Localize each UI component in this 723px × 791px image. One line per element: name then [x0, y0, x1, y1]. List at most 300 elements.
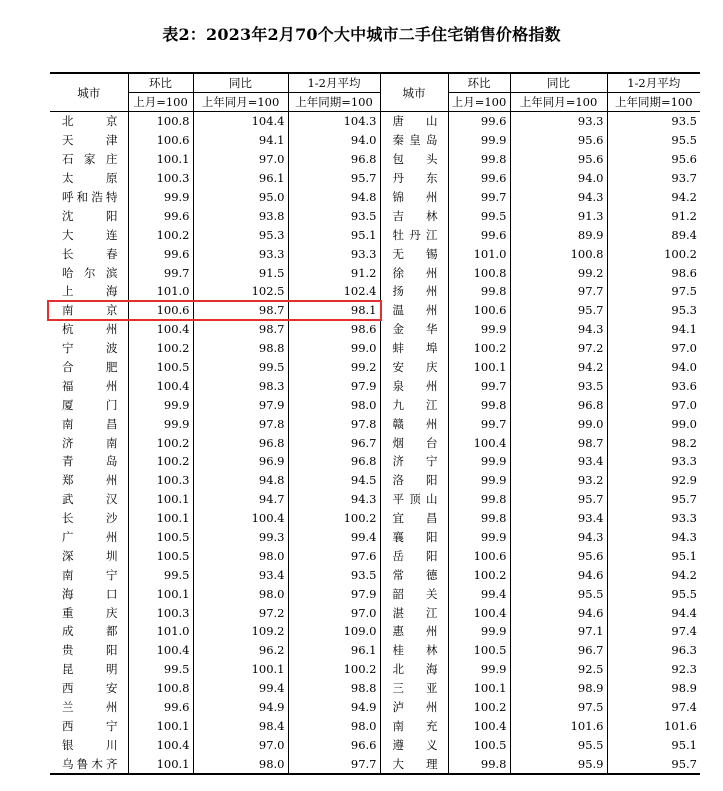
mom-value: 100.8 — [128, 679, 193, 698]
yoy-value: 98.7 — [193, 301, 288, 320]
mom-value: 100.4 — [448, 433, 510, 452]
yoy-value: 95.7 — [510, 490, 607, 509]
avg-value: 97.9 — [288, 376, 380, 395]
mom-value: 99.9 — [128, 395, 193, 414]
avg-value: 96.8 — [288, 150, 380, 169]
avg-value: 94.4 — [671, 605, 697, 620]
mom-value: 100.2 — [128, 339, 193, 358]
table-row — [50, 131, 700, 150]
city-name: 济宁 — [380, 452, 448, 471]
city-name: 秦皇岛 — [380, 131, 448, 150]
yoy-value: 99.2 — [510, 263, 607, 282]
avg-value: 94.8 — [288, 188, 380, 207]
mom-value: 99.9 — [448, 660, 510, 679]
mom-value: 100.2 — [128, 225, 193, 244]
city-name: 昆明 — [50, 660, 128, 679]
city-name: 岳阳 — [380, 546, 448, 565]
yoy-value: 95.0 — [193, 188, 288, 207]
avg-value: 97.6 — [288, 546, 380, 565]
table-row — [50, 395, 700, 414]
city-name: 桂林 — [380, 641, 448, 660]
header-mom-base-left: 上月=100 — [128, 93, 193, 112]
table-row — [50, 546, 700, 565]
table-row — [50, 754, 700, 774]
mom-value: 100.1 — [128, 717, 193, 736]
avg-value: 92.3 — [671, 662, 697, 677]
avg-value: 96.1 — [288, 641, 380, 660]
city-name: 赣州 — [380, 414, 448, 433]
table-row — [50, 188, 700, 207]
avg-value: 109.0 — [288, 622, 380, 641]
avg-value: 95.3 — [671, 303, 697, 318]
mom-value: 100.8 — [128, 112, 193, 131]
mom-value: 100.1 — [128, 509, 193, 528]
city-name: 温州 — [380, 301, 448, 320]
city-name: 石家庄 — [50, 150, 128, 169]
mom-value: 101.0 — [128, 622, 193, 641]
city-name: 济南 — [50, 433, 128, 452]
header-yoy-right: 同比 — [510, 73, 607, 93]
table-row — [50, 263, 700, 282]
avg-value: 97.4 — [671, 624, 697, 639]
mom-value: 100.4 — [128, 735, 193, 754]
mom-value: 100.2 — [128, 433, 193, 452]
mom-value: 101.0 — [128, 282, 193, 301]
header-avg-left: 1-2月平均 — [288, 73, 380, 93]
mom-value: 100.4 — [128, 376, 193, 395]
city-name: 上海 — [50, 282, 128, 301]
city-name: 天津 — [50, 131, 128, 150]
yoy-value: 109.2 — [193, 622, 288, 641]
table-row — [50, 414, 700, 433]
avg-value: 91.2 — [288, 263, 380, 282]
yoy-value: 95.6 — [510, 546, 607, 565]
yoy-value: 99.3 — [193, 528, 288, 547]
yoy-value: 92.5 — [510, 660, 607, 679]
city-name: 大理 — [380, 754, 448, 774]
avg-value: 93.3 — [671, 511, 697, 526]
avg-value: 98.0 — [288, 717, 380, 736]
mom-value: 99.9 — [128, 414, 193, 433]
mom-value: 99.6 — [128, 244, 193, 263]
city-name: 遵义 — [380, 735, 448, 754]
city-name: 深圳 — [50, 546, 128, 565]
table-row — [50, 244, 700, 263]
yoy-value: 101.6 — [510, 717, 607, 736]
table-row — [50, 169, 700, 188]
mom-value: 100.3 — [128, 603, 193, 622]
city-name: 杭州 — [50, 320, 128, 339]
yoy-value: 94.9 — [193, 698, 288, 717]
mom-value: 100.6 — [448, 301, 510, 320]
header-city-right: 城市 — [380, 73, 448, 112]
city-name: 宁波 — [50, 339, 128, 358]
yoy-value: 94.2 — [510, 358, 607, 377]
table-row — [50, 528, 700, 547]
price-index-table — [50, 72, 700, 775]
yoy-value: 93.3 — [193, 244, 288, 263]
mom-value: 99.7 — [448, 376, 510, 395]
avg-value: 99.4 — [288, 528, 380, 547]
avg-value: 98.8 — [288, 679, 380, 698]
avg-value: 93.5 — [288, 565, 380, 584]
yoy-value: 96.7 — [510, 641, 607, 660]
mom-value: 99.5 — [128, 565, 193, 584]
yoy-value: 93.4 — [193, 565, 288, 584]
city-name: 南京 — [50, 301, 128, 320]
yoy-value: 95.9 — [510, 754, 607, 774]
avg-value: 99.0 — [671, 416, 697, 431]
yoy-value: 94.3 — [510, 320, 607, 339]
avg-value: 94.2 — [671, 190, 697, 204]
yoy-value: 98.0 — [193, 584, 288, 603]
yoy-value: 98.7 — [193, 320, 288, 339]
city-name: 安庆 — [380, 358, 448, 377]
yoy-value: 94.8 — [193, 471, 288, 490]
avg-value: 94.9 — [288, 698, 380, 717]
yoy-value: 95.6 — [510, 150, 607, 169]
city-name: 哈尔滨 — [50, 263, 128, 282]
table-row — [50, 660, 700, 679]
avg-value: 97.4 — [671, 700, 697, 715]
table-row — [50, 735, 700, 754]
mom-value: 100.2 — [448, 339, 510, 358]
city-name: 厦门 — [50, 395, 128, 414]
avg-value: 98.6 — [288, 320, 380, 339]
yoy-value: 94.3 — [510, 528, 607, 547]
mom-value: 99.8 — [448, 754, 510, 774]
city-name: 吉林 — [380, 206, 448, 225]
city-name: 西宁 — [50, 717, 128, 736]
header-mom-base-right: 上月=100 — [448, 93, 510, 112]
mom-value: 100.4 — [128, 320, 193, 339]
yoy-value: 98.4 — [193, 717, 288, 736]
yoy-value: 97.0 — [193, 735, 288, 754]
city-name: 南宁 — [50, 565, 128, 584]
city-name: 贵阳 — [50, 641, 128, 660]
avg-value: 94.3 — [671, 530, 697, 545]
avg-value: 95.1 — [288, 225, 380, 244]
table-row — [50, 641, 700, 660]
avg-value: 104.3 — [288, 112, 380, 131]
yoy-value: 96.8 — [193, 433, 288, 452]
yoy-value: 98.0 — [193, 546, 288, 565]
avg-value: 95.1 — [671, 737, 697, 752]
yoy-value: 96.1 — [193, 169, 288, 188]
yoy-value: 94.6 — [510, 603, 607, 622]
avg-value: 99.2 — [288, 358, 380, 377]
city-name: 太原 — [50, 169, 128, 188]
avg-value: 95.7 — [671, 492, 697, 507]
mom-value: 99.8 — [448, 509, 510, 528]
mom-value: 99.9 — [448, 452, 510, 471]
avg-value: 94.3 — [288, 490, 380, 509]
yoy-value: 94.7 — [193, 490, 288, 509]
city-name: 泸州 — [380, 698, 448, 717]
avg-value: 95.5 — [671, 133, 697, 148]
city-name: 沈阳 — [50, 206, 128, 225]
avg-value: 101.6 — [664, 718, 697, 733]
header-yoy-left: 同比 — [193, 73, 288, 93]
yoy-value: 89.9 — [510, 225, 607, 244]
city-name: 重庆 — [50, 603, 128, 622]
city-name: 蚌埠 — [380, 339, 448, 358]
avg-value: 94.0 — [671, 360, 697, 375]
avg-value: 94.2 — [671, 567, 697, 582]
yoy-value: 95.6 — [510, 131, 607, 150]
avg-value: 91.2 — [671, 208, 697, 223]
city-name: 三亚 — [380, 679, 448, 698]
avg-value: 89.4 — [671, 227, 697, 242]
yoy-value: 97.9 — [193, 395, 288, 414]
avg-value: 97.8 — [288, 414, 380, 433]
city-name: 银川 — [50, 735, 128, 754]
city-name: 丹东 — [380, 169, 448, 188]
avg-value: 95.7 — [607, 754, 700, 774]
yoy-value: 97.0 — [193, 150, 288, 169]
yoy-value: 97.2 — [510, 339, 607, 358]
mom-value: 99.5 — [128, 660, 193, 679]
city-name: 呼和浩特 — [50, 188, 128, 207]
yoy-value: 100.8 — [510, 244, 607, 263]
yoy-value: 93.3 — [510, 112, 607, 131]
city-name: 湛江 — [380, 603, 448, 622]
mom-value: 101.0 — [448, 244, 510, 263]
table-row — [50, 622, 700, 641]
mom-value: 100.2 — [448, 698, 510, 717]
page-title: 表2：2023年2月70个大中城市二手住宅销售价格指数 — [162, 25, 561, 44]
yoy-value: 98.9 — [510, 679, 607, 698]
yoy-value: 98.0 — [193, 754, 288, 774]
yoy-value: 99.0 — [510, 414, 607, 433]
avg-value: 96.6 — [288, 735, 380, 754]
table-row — [50, 433, 700, 452]
city-name: 长沙 — [50, 509, 128, 528]
mom-value: 100.4 — [128, 641, 193, 660]
table-row — [50, 565, 700, 584]
avg-value: 93.6 — [671, 378, 697, 393]
table-row — [50, 320, 700, 339]
city-name: 包头 — [380, 150, 448, 169]
table-row — [50, 150, 700, 169]
mom-value: 100.8 — [448, 263, 510, 282]
header-mom-left: 环比 — [128, 73, 193, 93]
avg-value: 100.2 — [288, 509, 380, 528]
city-name: 福州 — [50, 376, 128, 395]
table-row — [50, 358, 700, 377]
table-row — [50, 603, 700, 622]
table-row — [50, 717, 700, 736]
yoy-value: 94.1 — [193, 131, 288, 150]
table-row — [50, 301, 700, 320]
table-row — [50, 376, 700, 395]
avg-value: 102.4 — [288, 282, 380, 301]
city-name: 宜昌 — [380, 509, 448, 528]
mom-value: 99.8 — [448, 282, 510, 301]
mom-value: 99.7 — [448, 188, 510, 207]
avg-value: 93.3 — [288, 244, 380, 263]
yoy-value: 100.4 — [193, 509, 288, 528]
city-name: 唐山 — [380, 112, 448, 131]
avg-value: 99.0 — [288, 339, 380, 358]
city-name: 洛阳 — [380, 471, 448, 490]
mom-value: 99.4 — [448, 584, 510, 603]
yoy-value: 102.5 — [193, 282, 288, 301]
yoy-value: 104.4 — [193, 112, 288, 131]
header-avg-base-left: 上年同期=100 — [288, 93, 380, 112]
yoy-value: 93.4 — [510, 452, 607, 471]
avg-value: 97.9 — [288, 584, 380, 603]
city-name: 大连 — [50, 225, 128, 244]
yoy-value: 96.2 — [193, 641, 288, 660]
city-name: 常德 — [380, 565, 448, 584]
yoy-value: 95.5 — [510, 584, 607, 603]
city-name: 北海 — [380, 660, 448, 679]
avg-value: 94.1 — [671, 322, 697, 337]
avg-value: 97.5 — [671, 284, 697, 299]
mom-value: 100.3 — [128, 169, 193, 188]
city-name: 平顶山 — [380, 490, 448, 509]
table-row — [50, 112, 700, 131]
yoy-value: 93.5 — [510, 376, 607, 395]
avg-value: 94.5 — [288, 471, 380, 490]
city-name: 长春 — [50, 244, 128, 263]
mom-value: 99.6 — [448, 169, 510, 188]
mom-value: 99.6 — [128, 206, 193, 225]
avg-value: 97.0 — [671, 397, 697, 412]
mom-value: 100.6 — [448, 546, 510, 565]
mom-value: 99.9 — [448, 528, 510, 547]
yoy-value: 94.3 — [510, 188, 607, 207]
mom-value: 99.8 — [448, 395, 510, 414]
avg-value: 97.0 — [671, 341, 697, 356]
mom-value: 99.7 — [448, 414, 510, 433]
city-name: 广州 — [50, 528, 128, 547]
mom-value: 99.6 — [128, 698, 193, 717]
yoy-value: 93.2 — [510, 471, 607, 490]
city-name: 金华 — [380, 320, 448, 339]
yoy-value: 97.1 — [510, 622, 607, 641]
city-name: 泉州 — [380, 376, 448, 395]
yoy-value: 97.8 — [193, 414, 288, 433]
yoy-value: 97.2 — [193, 603, 288, 622]
avg-value: 97.7 — [288, 754, 380, 774]
yoy-value: 98.7 — [510, 433, 607, 452]
mom-value: 100.4 — [448, 603, 510, 622]
table-row — [50, 584, 700, 603]
yoy-value: 95.3 — [193, 225, 288, 244]
avg-value: 93.7 — [671, 171, 697, 186]
city-name: 惠州 — [380, 622, 448, 641]
city-name: 徐州 — [380, 263, 448, 282]
header-avg-base-right: 上年同期=100 — [607, 93, 700, 112]
avg-value: 100.2 — [664, 246, 697, 261]
table-row — [50, 490, 700, 509]
yoy-value: 97.5 — [510, 698, 607, 717]
city-name: 乌鲁木齐 — [50, 754, 128, 774]
avg-value: 93.5 — [288, 206, 380, 225]
mom-value: 100.1 — [128, 584, 193, 603]
avg-value: 94.0 — [288, 131, 380, 150]
mom-value: 99.6 — [448, 225, 510, 244]
city-name: 韶关 — [380, 584, 448, 603]
mom-value: 100.4 — [448, 717, 510, 736]
avg-value: 96.3 — [671, 643, 697, 658]
city-name: 南昌 — [50, 414, 128, 433]
avg-value: 92.9 — [671, 473, 697, 488]
mom-value: 100.1 — [128, 490, 193, 509]
city-name: 青岛 — [50, 452, 128, 471]
yoy-value: 94.0 — [510, 169, 607, 188]
table-row — [50, 452, 700, 471]
avg-value: 93.3 — [671, 454, 697, 469]
city-name: 九江 — [380, 395, 448, 414]
city-name: 北京 — [50, 112, 128, 131]
mom-value: 99.8 — [448, 150, 510, 169]
avg-value: 100.2 — [288, 660, 380, 679]
avg-value: 95.7 — [288, 169, 380, 188]
city-name: 无锡 — [380, 244, 448, 263]
yoy-value: 98.8 — [193, 339, 288, 358]
mom-value: 100.5 — [128, 358, 193, 377]
avg-value: 98.2 — [671, 435, 697, 450]
header-yoy-base-left: 上年同月=100 — [193, 93, 288, 112]
yoy-value: 93.4 — [510, 509, 607, 528]
mom-value: 99.7 — [128, 263, 193, 282]
city-name: 南充 — [380, 717, 448, 736]
mom-value: 99.9 — [448, 622, 510, 641]
city-name: 扬州 — [380, 282, 448, 301]
mom-value: 99.9 — [448, 320, 510, 339]
mom-value: 100.5 — [128, 546, 193, 565]
mom-value: 100.1 — [448, 679, 510, 698]
city-name: 兰州 — [50, 698, 128, 717]
table-row — [50, 339, 700, 358]
table-body — [50, 112, 700, 775]
mom-value: 100.1 — [128, 754, 193, 774]
mom-value: 99.6 — [448, 112, 510, 131]
mom-value: 100.6 — [128, 131, 193, 150]
yoy-value: 98.3 — [193, 376, 288, 395]
city-name: 郑州 — [50, 471, 128, 490]
city-name: 锦州 — [380, 188, 448, 207]
mom-value: 100.1 — [128, 150, 193, 169]
avg-value: 96.8 — [288, 452, 380, 471]
table-row — [50, 698, 700, 717]
mom-value: 100.5 — [128, 528, 193, 547]
yoy-value: 95.5 — [510, 735, 607, 754]
mom-value: 99.9 — [448, 131, 510, 150]
avg-value: 93.5 — [671, 114, 697, 129]
header-city-left: 城市 — [50, 73, 128, 112]
city-name: 牡丹江 — [380, 225, 448, 244]
yoy-value: 96.8 — [510, 395, 607, 414]
yoy-value: 93.8 — [193, 206, 288, 225]
mom-value: 99.5 — [448, 206, 510, 225]
mom-value: 100.2 — [448, 565, 510, 584]
city-name: 合肥 — [50, 358, 128, 377]
mom-value: 100.1 — [448, 358, 510, 377]
yoy-value: 94.6 — [510, 565, 607, 584]
table-row — [50, 679, 700, 698]
mom-value: 100.2 — [128, 452, 193, 471]
avg-value: 95.6 — [671, 152, 697, 167]
yoy-value: 97.7 — [510, 282, 607, 301]
city-name: 武汉 — [50, 490, 128, 509]
header-avg-right: 1-2月平均 — [607, 73, 700, 93]
avg-value: 98.6 — [671, 265, 697, 280]
avg-value: 95.1 — [671, 548, 697, 563]
